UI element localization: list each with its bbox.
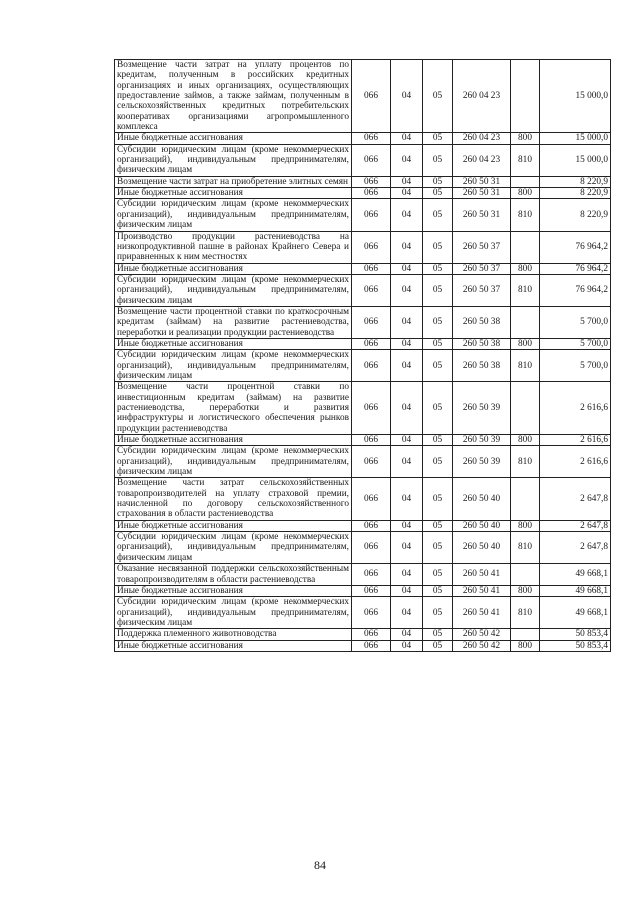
row-name-cell: Возмещение части затрат сельскохозяйственных товаропроизводителей на уплату страховой премии, начисленной по договору сельскохозяйственного страхования в области растениеводства xyxy=(115,478,352,520)
row-name-cell: Субсидии юридическим лицам (кроме некоммерческих организаций), индивидуальным предпринимателям, физическим лицам xyxy=(115,144,352,176)
row-target-article-cell: 260 50 37 xyxy=(453,263,511,274)
table-row xyxy=(115,306,611,338)
row-subsection-cell: 05 xyxy=(423,338,453,349)
row-section-cell: 04 xyxy=(391,478,423,520)
row-amount-cell: 76 964,2 xyxy=(540,231,611,263)
row-expense-type-cell xyxy=(511,564,540,586)
row-org-code-cell: 066 xyxy=(352,133,391,144)
row-org-code-cell: 066 xyxy=(352,199,391,231)
row-name-cell: Субсидии юридическим лицам (кроме некоммерческих организаций), индивидуальным предпринимателям, физическим лицам xyxy=(115,446,352,478)
row-expense-type-cell: 810 xyxy=(511,532,540,564)
row-subsection-cell: 05 xyxy=(423,585,453,596)
row-subsection-cell: 05 xyxy=(423,446,453,478)
row-expense-type-cell xyxy=(511,629,540,640)
row-org-code-cell: 066 xyxy=(352,338,391,349)
row-expense-type-cell xyxy=(511,306,540,338)
row-org-code-cell: 066 xyxy=(352,640,391,651)
row-name-cell: Субсидии юридическим лицам (кроме некоммерческих организаций), индивидуальным предпринимателям, физическим лицам xyxy=(115,597,352,629)
row-expense-type-cell: 800 xyxy=(511,520,540,531)
row-expense-type-cell: 810 xyxy=(511,144,540,176)
row-expense-type-cell: 810 xyxy=(511,199,540,231)
row-org-code-cell: 066 xyxy=(352,263,391,274)
row-section-cell: 04 xyxy=(391,306,423,338)
table-row xyxy=(115,435,611,446)
row-section-cell: 04 xyxy=(391,585,423,596)
row-name-cell: Субсидии юридическим лицам (кроме некоммерческих организаций), индивидуальным предпринимателям, физическим лицам xyxy=(115,199,352,231)
row-target-article-cell: 260 50 42 xyxy=(453,629,511,640)
row-section-cell: 04 xyxy=(391,520,423,531)
row-org-code-cell: 066 xyxy=(352,382,391,435)
row-target-article-cell: 260 50 37 xyxy=(453,231,511,263)
row-amount-cell: 49 668,1 xyxy=(540,564,611,586)
row-subsection-cell: 05 xyxy=(423,274,453,306)
row-org-code-cell: 066 xyxy=(352,520,391,531)
row-section-cell: 04 xyxy=(391,274,423,306)
row-section-cell: 04 xyxy=(391,446,423,478)
row-org-code-cell: 066 xyxy=(352,597,391,629)
table-row xyxy=(115,144,611,176)
row-section-cell: 04 xyxy=(391,60,423,133)
row-section-cell: 04 xyxy=(391,199,423,231)
row-section-cell: 04 xyxy=(391,176,423,187)
row-name-cell: Иные бюджетные ассигнования xyxy=(115,520,352,531)
row-expense-type-cell: 800 xyxy=(511,133,540,144)
row-name-cell: Производство продукции растениеводства на низкопродуктивной пашне в районах Крайнего Севера и приравненных к ним местностях xyxy=(115,231,352,263)
row-subsection-cell: 05 xyxy=(423,188,453,199)
table-row xyxy=(115,231,611,263)
table-row xyxy=(115,350,611,382)
row-target-article-cell: 260 50 40 xyxy=(453,478,511,520)
row-target-article-cell: 260 50 38 xyxy=(453,350,511,382)
row-subsection-cell: 05 xyxy=(423,564,453,586)
row-amount-cell: 8 220,9 xyxy=(540,188,611,199)
row-amount-cell: 8 220,9 xyxy=(540,199,611,231)
row-amount-cell: 49 668,1 xyxy=(540,585,611,596)
row-section-cell: 04 xyxy=(391,640,423,651)
row-amount-cell: 2 616,6 xyxy=(540,435,611,446)
row-amount-cell: 5 700,0 xyxy=(540,338,611,349)
row-org-code-cell: 066 xyxy=(352,629,391,640)
row-amount-cell: 2 647,8 xyxy=(540,478,611,520)
table-row xyxy=(115,585,611,596)
row-target-article-cell: 260 50 40 xyxy=(453,520,511,531)
row-section-cell: 04 xyxy=(391,231,423,263)
row-section-cell: 04 xyxy=(391,382,423,435)
row-org-code-cell: 066 xyxy=(352,350,391,382)
row-expense-type-cell xyxy=(511,60,540,133)
row-subsection-cell: 05 xyxy=(423,199,453,231)
row-name-cell: Иные бюджетные ассигнования xyxy=(115,133,352,144)
row-amount-cell: 5 700,0 xyxy=(540,306,611,338)
row-org-code-cell: 066 xyxy=(352,446,391,478)
row-target-article-cell: 260 50 38 xyxy=(453,338,511,349)
row-section-cell: 04 xyxy=(391,629,423,640)
row-subsection-cell: 05 xyxy=(423,263,453,274)
row-org-code-cell: 066 xyxy=(352,274,391,306)
table-row xyxy=(115,338,611,349)
row-subsection-cell: 05 xyxy=(423,60,453,133)
row-name-cell: Иные бюджетные ассигнования xyxy=(115,585,352,596)
row-name-cell: Субсидии юридическим лицам (кроме некоммерческих организаций), индивидуальным предпринимателям, физическим лицам xyxy=(115,532,352,564)
row-section-cell: 04 xyxy=(391,144,423,176)
row-org-code-cell: 066 xyxy=(352,435,391,446)
table-row xyxy=(115,446,611,478)
row-section-cell: 04 xyxy=(391,435,423,446)
row-section-cell: 04 xyxy=(391,350,423,382)
table-row xyxy=(115,188,611,199)
row-expense-type-cell xyxy=(511,382,540,435)
row-org-code-cell: 066 xyxy=(352,564,391,586)
row-name-cell: Оказание несвязанной поддержки сельскохозяйственным товаропроизводителям в области растениеводства xyxy=(115,564,352,586)
row-subsection-cell: 05 xyxy=(423,306,453,338)
table-row xyxy=(115,133,611,144)
row-amount-cell: 2 647,8 xyxy=(540,532,611,564)
row-target-article-cell: 260 50 40 xyxy=(453,532,511,564)
row-name-cell: Возмещение части затрат на уплату процентов по кредитам, полученным в российских кредитных организациях и иных организациях, осуществляющих предоставление займов, а также займам, полученным в сельскохозяйственных кредитных потребительских кооперативах организациями агропромышленного комплекса xyxy=(115,60,352,133)
row-name-cell: Возмещение части процентной ставки по инвестиционным кредитам (займам) на развитие растениеводства, переработки и развития инфраструктуры и логистического обеспечения рынков продукции растениеводства xyxy=(115,382,352,435)
table-row xyxy=(115,60,611,133)
row-expense-type-cell: 800 xyxy=(511,640,540,651)
row-expense-type-cell: 800 xyxy=(511,338,540,349)
table-row xyxy=(115,382,611,435)
row-target-article-cell: 260 50 39 xyxy=(453,382,511,435)
page-number: 84 xyxy=(314,858,326,872)
row-subsection-cell: 05 xyxy=(423,176,453,187)
table-row xyxy=(115,478,611,520)
budget-table xyxy=(114,59,611,652)
row-org-code-cell: 066 xyxy=(352,306,391,338)
row-subsection-cell: 05 xyxy=(423,435,453,446)
row-subsection-cell: 05 xyxy=(423,133,453,144)
row-expense-type-cell: 810 xyxy=(511,597,540,629)
row-subsection-cell: 05 xyxy=(423,532,453,564)
row-amount-cell: 76 964,2 xyxy=(540,263,611,274)
budget-table-body xyxy=(115,60,611,652)
row-expense-type-cell: 810 xyxy=(511,350,540,382)
row-section-cell: 04 xyxy=(391,133,423,144)
row-target-article-cell: 260 50 31 xyxy=(453,188,511,199)
row-expense-type-cell: 800 xyxy=(511,188,540,199)
row-subsection-cell: 05 xyxy=(423,520,453,531)
table-row xyxy=(115,532,611,564)
table-row xyxy=(115,274,611,306)
row-target-article-cell: 260 50 37 xyxy=(453,274,511,306)
table-row xyxy=(115,640,611,651)
row-expense-type-cell: 810 xyxy=(511,446,540,478)
row-subsection-cell: 05 xyxy=(423,629,453,640)
row-expense-type-cell: 800 xyxy=(511,585,540,596)
row-org-code-cell: 066 xyxy=(352,60,391,133)
row-section-cell: 04 xyxy=(391,188,423,199)
row-name-cell: Субсидии юридическим лицам (кроме некоммерческих организаций), индивидуальным предпринимателям, физическим лицам xyxy=(115,350,352,382)
row-name-cell: Возмещение части процентной ставки по краткосрочным кредитам (займам) на развитие растениеводства, переработки и реализации продукции растениеводства xyxy=(115,306,352,338)
row-amount-cell: 50 853,4 xyxy=(540,629,611,640)
row-amount-cell: 8 220,9 xyxy=(540,176,611,187)
row-name-cell: Иные бюджетные ассигнования xyxy=(115,188,352,199)
row-subsection-cell: 05 xyxy=(423,478,453,520)
row-org-code-cell: 066 xyxy=(352,231,391,263)
row-target-article-cell: 260 04 23 xyxy=(453,133,511,144)
row-subsection-cell: 05 xyxy=(423,231,453,263)
table-row xyxy=(115,199,611,231)
row-subsection-cell: 05 xyxy=(423,350,453,382)
row-subsection-cell: 05 xyxy=(423,597,453,629)
table-row xyxy=(115,520,611,531)
row-target-article-cell: 260 50 31 xyxy=(453,199,511,231)
row-org-code-cell: 066 xyxy=(352,176,391,187)
row-name-cell: Возмещение части затрат на приобретение элитных семян xyxy=(115,176,352,187)
table-row xyxy=(115,263,611,274)
row-target-article-cell: 260 50 39 xyxy=(453,446,511,478)
row-section-cell: 04 xyxy=(391,532,423,564)
row-expense-type-cell: 800 xyxy=(511,435,540,446)
row-target-article-cell: 260 50 41 xyxy=(453,585,511,596)
row-expense-type-cell xyxy=(511,176,540,187)
row-amount-cell: 49 668,1 xyxy=(540,597,611,629)
row-name-cell: Иные бюджетные ассигнования xyxy=(115,338,352,349)
row-target-article-cell: 260 50 42 xyxy=(453,640,511,651)
table-row xyxy=(115,629,611,640)
row-org-code-cell: 066 xyxy=(352,478,391,520)
row-target-article-cell: 260 50 41 xyxy=(453,564,511,586)
row-expense-type-cell: 810 xyxy=(511,274,540,306)
row-section-cell: 04 xyxy=(391,564,423,586)
row-expense-type-cell xyxy=(511,231,540,263)
row-subsection-cell: 05 xyxy=(423,382,453,435)
row-target-article-cell: 260 04 23 xyxy=(453,60,511,133)
table-row xyxy=(115,564,611,586)
row-target-article-cell: 260 50 41 xyxy=(453,597,511,629)
row-target-article-cell: 260 50 31 xyxy=(453,176,511,187)
row-name-cell: Иные бюджетные ассигнования xyxy=(115,435,352,446)
row-target-article-cell: 260 50 38 xyxy=(453,306,511,338)
row-section-cell: 04 xyxy=(391,597,423,629)
row-amount-cell: 5 700,0 xyxy=(540,350,611,382)
row-amount-cell: 15 000,0 xyxy=(540,60,611,133)
row-amount-cell: 50 853,4 xyxy=(540,640,611,651)
row-amount-cell: 15 000,0 xyxy=(540,133,611,144)
row-expense-type-cell xyxy=(511,478,540,520)
row-org-code-cell: 066 xyxy=(352,585,391,596)
row-name-cell: Поддержка племенного животноводства xyxy=(115,629,352,640)
row-target-article-cell: 260 50 39 xyxy=(453,435,511,446)
row-org-code-cell: 066 xyxy=(352,188,391,199)
row-section-cell: 04 xyxy=(391,338,423,349)
table-row xyxy=(115,176,611,187)
row-org-code-cell: 066 xyxy=(352,144,391,176)
row-amount-cell: 2 616,6 xyxy=(540,382,611,435)
row-amount-cell: 76 964,2 xyxy=(540,274,611,306)
row-name-cell: Субсидии юридическим лицам (кроме некоммерческих организаций), индивидуальным предпринимателям, физическим лицам xyxy=(115,274,352,306)
row-section-cell: 04 xyxy=(391,263,423,274)
row-target-article-cell: 260 04 23 xyxy=(453,144,511,176)
row-subsection-cell: 05 xyxy=(423,640,453,651)
row-subsection-cell: 05 xyxy=(423,144,453,176)
row-org-code-cell: 066 xyxy=(352,532,391,564)
row-amount-cell: 15 000,0 xyxy=(540,144,611,176)
row-name-cell: Иные бюджетные ассигнования xyxy=(115,263,352,274)
row-amount-cell: 2 616,6 xyxy=(540,446,611,478)
row-expense-type-cell: 800 xyxy=(511,263,540,274)
row-name-cell: Иные бюджетные ассигнования xyxy=(115,640,352,651)
row-amount-cell: 2 647,8 xyxy=(540,520,611,531)
table-row xyxy=(115,597,611,629)
